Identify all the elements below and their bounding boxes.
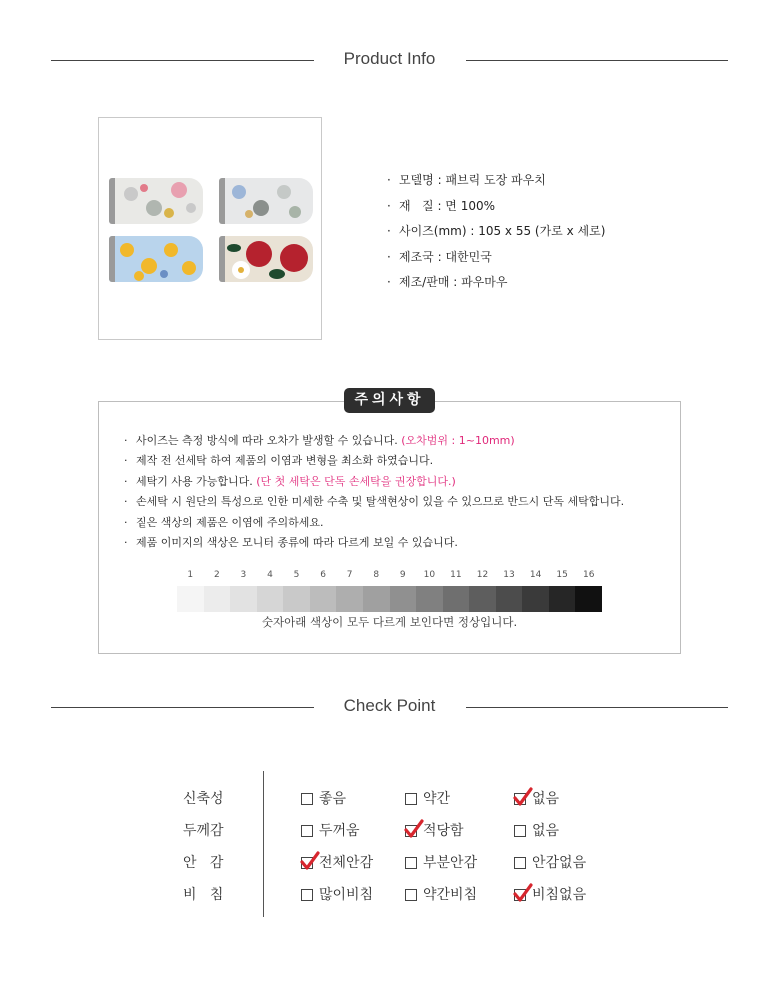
grayscale-number: 9 bbox=[399, 570, 406, 580]
grayscale-swatch bbox=[469, 586, 496, 612]
checkmark-icon bbox=[512, 882, 534, 904]
grayscale-swatch bbox=[283, 586, 310, 612]
check-option[interactable] bbox=[405, 788, 450, 806]
checkbox-unchecked[interactable] bbox=[514, 857, 526, 869]
grayscale-swatch bbox=[496, 586, 523, 612]
pouch-blue-floral bbox=[219, 178, 313, 224]
check-option-label: 없음 bbox=[532, 791, 560, 807]
check-point-label: 두께감 bbox=[183, 823, 224, 839]
grayscale-swatch bbox=[575, 586, 602, 612]
checkbox-checked[interactable] bbox=[514, 793, 526, 805]
checkmark-icon bbox=[299, 850, 321, 872]
check-option[interactable] bbox=[301, 788, 346, 806]
check-option[interactable] bbox=[405, 820, 464, 838]
grayscale-swatch bbox=[257, 586, 284, 612]
spec-material: · 재 질 : 면 100% bbox=[387, 198, 496, 213]
check-option[interactable] bbox=[514, 884, 586, 902]
check-option[interactable] bbox=[301, 884, 373, 902]
checkbox-unchecked[interactable] bbox=[514, 825, 526, 837]
grayscale-number: 5 bbox=[293, 570, 300, 580]
caution-item: · 손세탁 시 원단의 특성으로 인한 미세한 수축 및 탈색현상이 있을 수 있으므로 반드시 단독 세탁합니다. bbox=[124, 495, 625, 509]
check-option[interactable] bbox=[301, 820, 360, 838]
check-option-label: 많이비침 bbox=[319, 887, 374, 903]
grayscale-swatch bbox=[549, 586, 576, 612]
grayscale-caption: 숫자아래 색상이 모두 다르게 보인다면 정상입니다. bbox=[261, 615, 518, 629]
caution-item: · 사이즈는 측정 방식에 따라 오차가 발생할 수 있습니다. (오차범위 : 1~10mm) bbox=[124, 434, 515, 447]
grayscale-swatch bbox=[336, 586, 363, 612]
caution-item: · 짙은 색상의 제품은 이염에 주의하세요. bbox=[124, 515, 324, 529]
checkbox-unchecked[interactable] bbox=[301, 825, 313, 837]
check-point-label: 안 감 bbox=[183, 855, 224, 871]
check-option-label: 안감없음 bbox=[532, 855, 587, 871]
grayscale-number: 16 bbox=[582, 570, 595, 580]
spec-model: · 모델명 : 패브릭 도장 파우치 bbox=[387, 173, 546, 187]
checkbox-checked[interactable] bbox=[514, 889, 526, 901]
section-title-check-point: Check Point bbox=[343, 696, 436, 715]
check-option[interactable] bbox=[514, 852, 586, 870]
checkmark-icon bbox=[512, 786, 534, 808]
caution-item: · 제작 전 선세탁 하여 제품의 이염과 변형을 최소화 하였습니다. bbox=[124, 454, 434, 468]
checkmark-icon bbox=[403, 818, 425, 840]
section-title-product-info: Product Info bbox=[343, 49, 436, 68]
grayscale-swatch bbox=[204, 586, 231, 612]
divider-right bbox=[466, 60, 728, 61]
grayscale-number: 10 bbox=[423, 570, 436, 580]
grayscale-swatch bbox=[443, 586, 470, 612]
check-option-label: 부분안감 bbox=[423, 855, 478, 871]
check-option[interactable] bbox=[405, 852, 477, 870]
check-option[interactable] bbox=[301, 852, 373, 870]
product-info-header bbox=[0, 45, 779, 75]
grayscale-number: 14 bbox=[529, 570, 542, 580]
check-point-header bbox=[0, 692, 779, 722]
grayscale-number: 11 bbox=[450, 570, 462, 580]
product-spec-list bbox=[387, 171, 605, 299]
grayscale-number: 8 bbox=[373, 570, 380, 580]
grayscale-number: 15 bbox=[556, 570, 568, 580]
check-point-label: 신축성 bbox=[183, 791, 224, 807]
check-option-label: 비침없음 bbox=[532, 887, 587, 903]
checkbox-unchecked[interactable] bbox=[301, 793, 313, 805]
check-option-label: 약간 bbox=[423, 791, 451, 807]
check-point-divider bbox=[263, 771, 264, 917]
pouch-lemon bbox=[109, 236, 203, 282]
spec-maker: · 제조/판매 : 파우마우 bbox=[387, 275, 508, 289]
grayscale-number: 4 bbox=[267, 570, 273, 580]
check-option[interactable] bbox=[405, 884, 477, 902]
grayscale-numbers bbox=[0, 570, 779, 584]
check-option-label: 적당함 bbox=[423, 823, 464, 839]
check-option[interactable] bbox=[514, 820, 559, 838]
grayscale-bar bbox=[177, 586, 602, 612]
caution-list bbox=[124, 433, 624, 555]
check-option-label: 좋음 bbox=[319, 791, 347, 807]
pouch-camellia bbox=[219, 236, 313, 282]
spec-size: · 사이즈(mm) : 105 x 55 (가로 x 세로) bbox=[387, 224, 606, 238]
grayscale-number: 12 bbox=[476, 570, 489, 580]
check-option-label: 두꺼움 bbox=[319, 823, 360, 839]
grayscale-number: 3 bbox=[240, 570, 247, 580]
grayscale-swatch bbox=[177, 586, 204, 612]
product-photo bbox=[98, 117, 322, 340]
check-option[interactable] bbox=[514, 788, 559, 806]
grayscale-number: 13 bbox=[503, 570, 515, 580]
grayscale-swatch bbox=[390, 586, 417, 612]
caution-item: · 세탁기 사용 가능합니다. (단 첫 세탁은 단독 손세탁을 권장합니다.) bbox=[124, 474, 456, 488]
checkbox-unchecked[interactable] bbox=[301, 889, 313, 901]
check-option-label: 약간비침 bbox=[423, 887, 478, 903]
pouch-grey-floral bbox=[109, 178, 203, 224]
checkbox-checked[interactable] bbox=[405, 825, 417, 837]
spec-origin: · 제조국 : 대한민국 bbox=[387, 249, 492, 264]
checkbox-unchecked[interactable] bbox=[405, 889, 417, 901]
caution-badge: 주의사항 bbox=[344, 388, 435, 413]
checkbox-checked[interactable] bbox=[301, 857, 313, 869]
grayscale-number: 6 bbox=[320, 570, 326, 580]
grayscale-swatch bbox=[416, 586, 443, 612]
check-option-label: 전체안감 bbox=[319, 855, 374, 871]
grayscale-number: 2 bbox=[213, 570, 220, 580]
divider-right bbox=[466, 707, 728, 708]
checkbox-unchecked[interactable] bbox=[405, 857, 417, 869]
grayscale-number: 1 bbox=[187, 570, 194, 580]
grayscale-swatch bbox=[310, 586, 337, 612]
grayscale-swatch bbox=[363, 586, 390, 612]
grayscale-swatch bbox=[230, 586, 257, 612]
caution-item: · 제품 이미지의 색상은 모니터 종류에 따라 다르게 보일 수 있습니다. bbox=[124, 535, 458, 549]
grayscale-number: 7 bbox=[346, 570, 353, 580]
check-point-label: 비 침 bbox=[183, 887, 224, 903]
checkbox-unchecked[interactable] bbox=[405, 793, 417, 805]
check-option-label: 없음 bbox=[532, 823, 560, 839]
grayscale-swatch bbox=[522, 586, 549, 612]
